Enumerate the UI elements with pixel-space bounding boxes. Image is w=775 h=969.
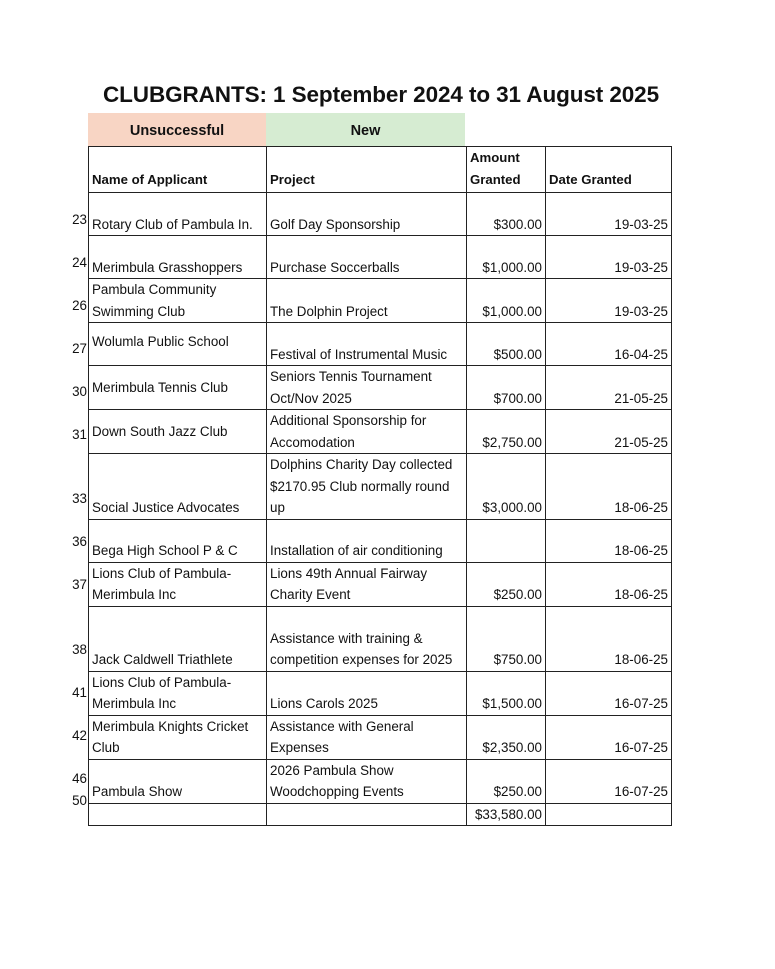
- row-number: 42: [72, 728, 87, 743]
- date-cell: 19-03-25: [546, 279, 672, 323]
- applicant-cell: Pambula Show: [89, 759, 267, 803]
- row-number: 36: [72, 534, 87, 549]
- date-cell: 21-05-25: [546, 410, 672, 454]
- header-amount: Amount Granted: [467, 147, 546, 193]
- table-row: [89, 562, 672, 606]
- applicant-cell: Rotary Club of Pambula In.: [89, 193, 267, 236]
- table-row: [89, 366, 672, 410]
- row-number: 50: [72, 793, 87, 808]
- applicant-cell: Merimbula Knights Cricket Club: [89, 715, 267, 759]
- table-row: [89, 323, 672, 366]
- row-number: 38: [72, 642, 87, 657]
- amount-cell: $2,750.00: [467, 410, 546, 454]
- row-number: 27: [72, 341, 87, 356]
- project-cell: Lions Carols 2025: [267, 671, 467, 715]
- amount-cell: $2,350.00: [467, 715, 546, 759]
- applicant-cell: Down South Jazz Club: [89, 410, 267, 454]
- total-empty-cell: [89, 803, 267, 826]
- amount-cell: $250.00: [467, 562, 546, 606]
- date-cell: 21-05-25: [546, 366, 672, 410]
- project-cell: 2026 Pambula Show Woodchopping Events: [267, 759, 467, 803]
- header-date: Date Granted: [546, 147, 672, 193]
- table-row: [89, 715, 672, 759]
- amount-cell: $500.00: [467, 323, 546, 366]
- applicant-cell: Bega High School P & C: [89, 519, 267, 562]
- grants-table: [88, 146, 672, 826]
- table-row: [89, 236, 672, 279]
- project-cell: Lions 49th Annual Fairway Charity Event: [267, 562, 467, 606]
- applicant-cell: Merimbula Tennis Club: [89, 366, 267, 410]
- header-project: Project: [267, 147, 467, 193]
- date-cell: 16-07-25: [546, 671, 672, 715]
- applicant-cell: Jack Caldwell Triathlete: [89, 606, 267, 671]
- date-cell: 18-06-25: [546, 519, 672, 562]
- amount-cell: $250.00: [467, 759, 546, 803]
- row-number: 46: [72, 771, 87, 786]
- header-row: [89, 147, 672, 193]
- amount-cell: $1,500.00: [467, 671, 546, 715]
- table-row: [89, 193, 672, 236]
- table-row: [89, 279, 672, 323]
- date-cell: 18-06-25: [546, 606, 672, 671]
- date-cell: 16-07-25: [546, 759, 672, 803]
- total-row: [89, 803, 672, 826]
- date-cell: 18-06-25: [546, 454, 672, 520]
- applicant-cell: Lions Club of Pambula-Merimbula Inc: [89, 562, 267, 606]
- table-row: [89, 606, 672, 671]
- date-cell: 18-06-25: [546, 562, 672, 606]
- amount-cell: [467, 519, 546, 562]
- applicant-cell: Social Justice Advocates: [89, 454, 267, 520]
- date-cell: 19-03-25: [546, 193, 672, 236]
- project-cell: Festival of Instrumental Music: [267, 323, 467, 366]
- table-row: [89, 410, 672, 454]
- amount-cell: $1,000.00: [467, 236, 546, 279]
- date-cell: 16-07-25: [546, 715, 672, 759]
- amount-cell: $750.00: [467, 606, 546, 671]
- applicant-cell: Merimbula Grasshoppers: [89, 236, 267, 279]
- total-empty-cell: [546, 803, 672, 826]
- row-number: 30: [72, 384, 87, 399]
- amount-cell: $1,000.00: [467, 279, 546, 323]
- page-title: CLUBGRANTS: 1 September 2024 to 31 August 2025: [103, 82, 659, 107]
- table-row: [89, 759, 672, 803]
- total-amount: $33,580.00: [467, 803, 546, 826]
- applicant-cell: Pambula Community Swimming Club: [89, 279, 267, 323]
- project-cell: Assistance with General Expenses: [267, 715, 467, 759]
- total-empty-cell: [267, 803, 467, 826]
- applicant-cell: Lions Club of Pambula-Merimbula Inc: [89, 671, 267, 715]
- applicant-cell: Wolumla Public School: [89, 323, 267, 366]
- table-row: [89, 454, 672, 520]
- amount-cell: $300.00: [467, 193, 546, 236]
- table-row: [89, 519, 672, 562]
- row-number: 31: [72, 427, 87, 442]
- project-cell: Seniors Tennis Tournament Oct/Nov 2025: [267, 366, 467, 410]
- project-cell: Assistance with training & competition expenses for 2025: [267, 606, 467, 671]
- date-cell: 19-03-25: [546, 236, 672, 279]
- row-number: 33: [72, 491, 87, 506]
- row-number: 26: [72, 298, 87, 313]
- project-cell: Installation of air conditioning: [267, 519, 467, 562]
- project-cell: Purchase Soccerballs: [267, 236, 467, 279]
- project-cell: Golf Day Sponsorship: [267, 193, 467, 236]
- table-row: [89, 671, 672, 715]
- legend-new: New: [266, 113, 465, 146]
- amount-cell: $3,000.00: [467, 454, 546, 520]
- row-number: 37: [72, 577, 87, 592]
- header-applicant: Name of Applicant: [89, 147, 267, 193]
- project-cell: Dolphins Charity Day collected $2170.95 Club normally round up: [267, 454, 467, 520]
- legend-unsuccessful: Unsuccessful: [88, 113, 266, 146]
- row-number: 24: [72, 255, 87, 270]
- date-cell: 16-04-25: [546, 323, 672, 366]
- row-number: 23: [72, 212, 87, 227]
- amount-cell: $700.00: [467, 366, 546, 410]
- project-cell: Additional Sponsorship for Accomodation: [267, 410, 467, 454]
- row-number: 41: [72, 685, 87, 700]
- project-cell: The Dolphin Project: [267, 279, 467, 323]
